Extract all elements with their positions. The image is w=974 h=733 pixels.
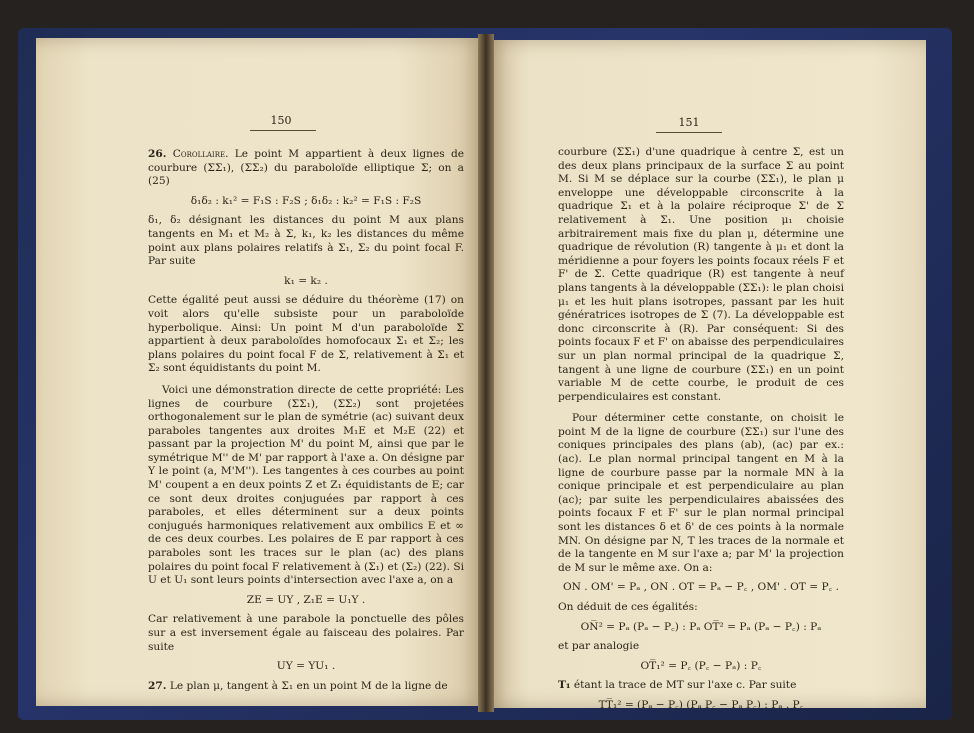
right-page [486, 40, 926, 711]
paragraph-text: Voici une démonstration directe de cette propriété: Les lignes de courbure (ΣΣ₁), (ΣΣ₂) sont projetées orthogonalement sur le plan de symétrie (ac) suivant deux paraboles tangentes aux droites M₁E et M₂E (22) et passant par la projection M' du point M, ainsi que par le symétrique M'' de M' par rapport à l'axe a. On désigne par Y le point (a, M'M''). Les tangentes à ces courbes au point M' coupent a en deux points Z et Z₁ équidistants de E; car ce sont deux droites conjuguées par rapport à ces paraboles, et elles déterminent sur a deux points conjugués harmoniques relativement aux ombilics E et ∞ de ces deux courbes. Les polaires de E par rapport à ces paraboles sont les traces sur le plan (ac) des plans polaires du point focal F relativement à (Σ₁) et (Σ₂) (22). Si U et U₁ sont leurs points d'intersection avec l'axe a, on a [148, 383, 464, 587]
equation: OT̅₁² = P꜀ (P꜀ − Pₐ) : P꜀ [640, 659, 762, 672]
paragraph [148, 680, 464, 694]
paragraph-text: Pour déterminer cette constante, on choisit le point M de la ligne de courbure (ΣΣ₁) sur l'une des coniques principales des plans (ab), (ac) par ex.: (ac). Le plan normal principal tangent en M à la ligne de courbure passe par la normale MN à la conique principale et est perpendiculaire au plan (ac); par suite les perpendiculaires abaissées des points focaux F et F' sur le plan normal principal sont les distances δ et δ' de ces points à la normale MN. On désigne par N, T les traces de la normale et de la tangente en M sur l'axe a; par M' la projection de M sur le même axe. On a: [558, 412, 844, 574]
right-page-text [558, 146, 844, 719]
equation: ZE = UY , Z₁E = U₁Y . [246, 593, 366, 606]
equation: UY = YU₁ . [276, 660, 336, 673]
left-page [36, 38, 486, 706]
equation: k₁ = k₂ . [284, 274, 328, 287]
header-rule [656, 132, 722, 133]
header-rule [250, 130, 316, 131]
page-number: 150 [270, 114, 292, 127]
paragraph [558, 679, 844, 693]
paragraph [558, 640, 844, 654]
equation: ON . OM' = Pₐ , ON . OT = Pₐ − P꜀ , OM' . OT = P꜀ . [562, 581, 839, 594]
left-page-text [148, 148, 464, 693]
paragraph [558, 601, 844, 615]
paragraph [148, 214, 464, 268]
paragraph-text: Le plan μ, tangent à Σ₁ en un point M de la ligne de [169, 679, 448, 692]
section-heading: Corollaire. [172, 148, 229, 160]
paragraph-text: courbure (ΣΣ₁) d'une quadrique à centre Σ, est un des deux plans principaux de la surface Σ au point M. Si M se déplace sur la courbe (ΣΣ₁), le plan μ enveloppe une développable circonscrite à la quadrique Σ₁ et à la polaire réciproque Σ' de Σ relativement à Σ₁. Une position μ₁ choisie arbitrairement mais fixe du plan μ, détermine une quadrique de révolution (R) tangente à μ₁ et dont la méridienne a pour foyers les points focaux réels F et F' de Σ. Cette quadrique (R) est tangente à neuf plans tangents à la développable (ΣΣ₁): le plan choisi μ₁ et les huit plans isotropes, passant par les huit génératrices isotropes de Σ (7). La développable est donc circonscrite à (R). Par conséquent: Si des points focaux F et F' on abaisse des perpendiculaires sur un plan normal principal de la quadrique Σ, tangent à une ligne de courbure (ΣΣ₁) en un point variable M de cette courbe, le produit de ces perpendiculaires est constant. [558, 146, 844, 403]
page-number: 151 [678, 116, 700, 129]
equation: ON̅² = Pₐ (Pₐ − P꜀) : Pₐ OT̅² = Pₐ (Pₐ − P꜀) : Pₐ [580, 620, 822, 633]
paragraph [148, 384, 464, 588]
paragraph [148, 613, 464, 654]
section-number: 26. [148, 148, 167, 160]
paragraph-text: On déduit de ces égalités: [558, 601, 698, 613]
section-number: 27. [148, 679, 167, 692]
paragraph-text: Le point M appartient à deux lignes de courbure (ΣΣ₁), (ΣΣ₂) du paraboloïde elliptique Σ; on a (25) [148, 148, 464, 188]
paragraph-text: et par analogie [558, 640, 640, 653]
book-gutter [478, 34, 494, 712]
section-number: T₁ [558, 679, 571, 692]
equation: δ₁δ₂ : k₁² = F₁S : F₂S ; δ₁δ₂ : k₂² = F₁S : F₂S [190, 194, 422, 207]
paragraph-text: Car relativement à une parabole la ponctuelle des pôles sur a est inversement égale au faisceau des polaires. Par suite [148, 613, 464, 653]
paragraph-text: Cette égalité peut aussi se déduire du théorème (17) on voit alors qu'elle subsiste pour un paraboloïde hyperbolique. Ainsi: Un point M d'un paraboloïde Σ appartient à deux paraboloïdes homofocaux Σ₁ et Σ₂; les plans polaires du point focal F de Σ, relativement à Σ₁ et Σ₂ sont équidistants du point M. [148, 294, 464, 375]
paragraph [558, 412, 844, 575]
equation: TT̅₁² = (Pₐ − P꜀) (Pₐ P꜀ − Pₐ P꜀) : Pₐ . P꜀ [598, 698, 804, 711]
paragraph [558, 146, 844, 404]
paragraph [148, 294, 464, 376]
paragraph-text: δ₁, δ₂ désignant les distances du point M aux plans tangents en M₁ et M₂ à Σ, k₁, k₂ les distances du même point aux plans polaires relatifs à Σ₁, Σ₂ du point focal F. Par suite [148, 214, 464, 268]
paragraph-text: étant la trace de MT sur l'axe c. Par suite [573, 679, 797, 692]
paragraph [148, 148, 464, 189]
